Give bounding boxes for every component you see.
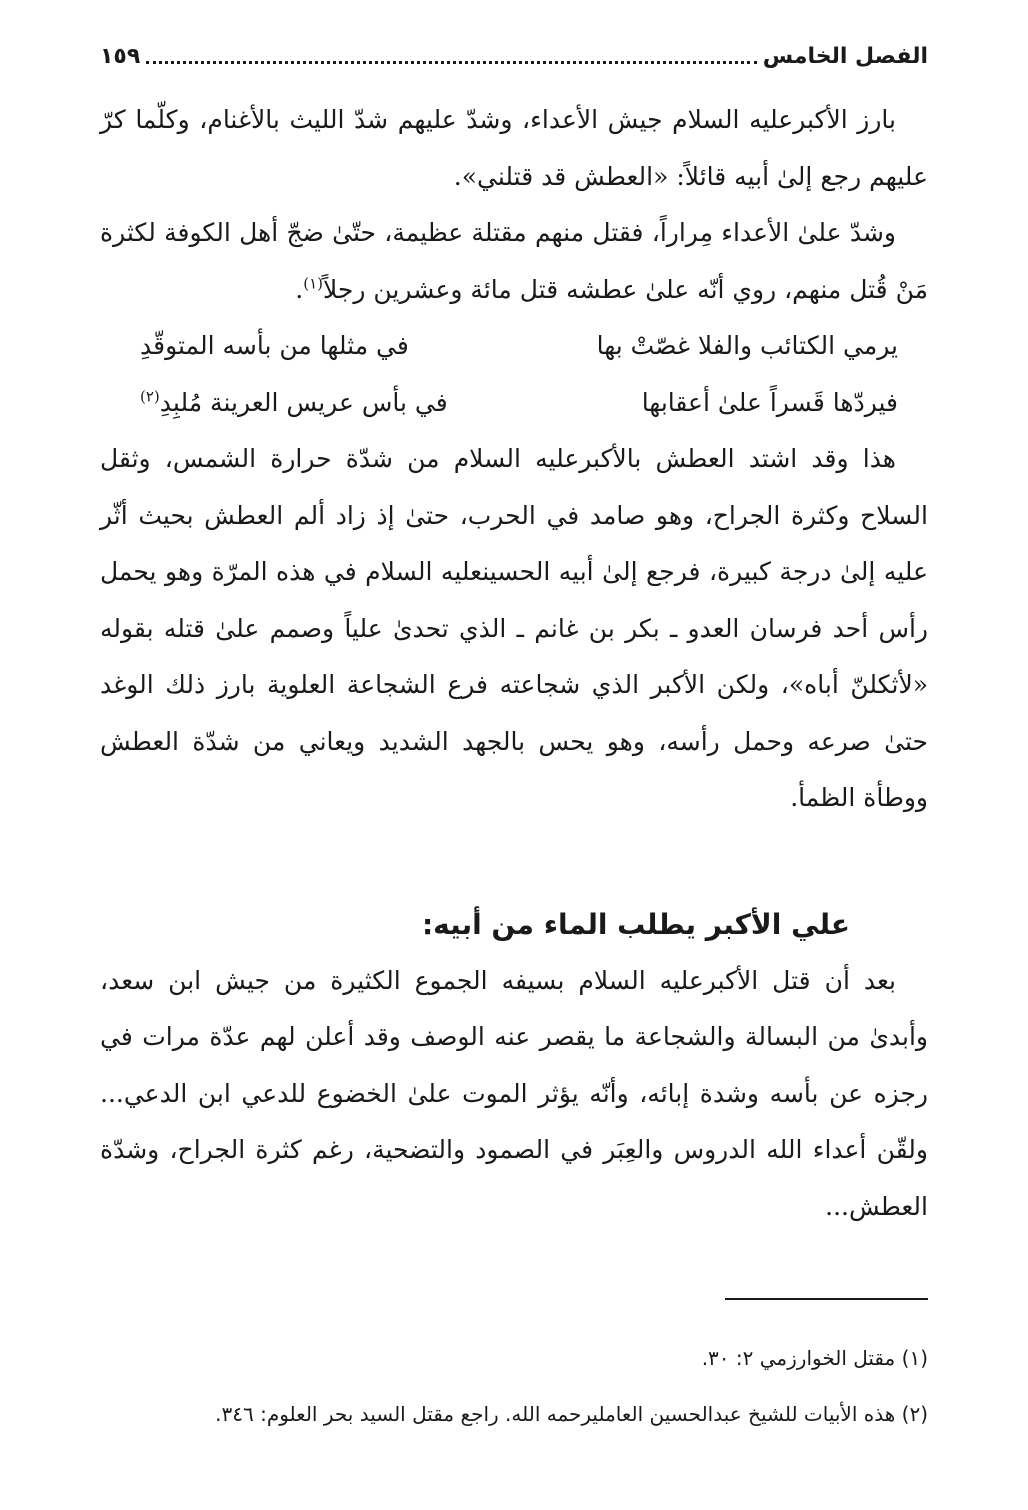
page-number: ١٥٩: [100, 43, 141, 69]
verse-second-hemistich: [140, 375, 448, 432]
verse-second-hemistich: في مثلها من بأسه المتوقّدِ: [140, 331, 409, 360]
paragraph-1: بارز الأكبرعليه السلام جيش الأعداء، وشدّ عليهم شدّ الليث بالأغنام، وكلّما كرّ عليهم رجع إلىٰ أبيه قائلاً: «العطش قد قتلني».: [100, 105, 928, 191]
verse-first-hemistich: فيردّها قَسراً علىٰ أعقابها: [641, 387, 898, 417]
verse-first-hemistich: يرمي الكتائب والفلا غصّتْ بها: [596, 331, 898, 360]
section-spacer: [100, 827, 928, 897]
paragraph-2: وشدّ علىٰ الأعداء مِراراً، فقتل منهم مقتلة عظيمة، حتّىٰ ضجّ أهل الكوفة لكثرة مَنْ قُتل منهم، روي أنّه علىٰ عطشه قتل مائة وعشرين رجلاً$^{(١)}$.: [100, 218, 928, 304]
footnote-divider: [725, 1298, 928, 1300]
verse-line: [100, 375, 928, 432]
verse-second-hemistich-text: في بأس عريس العرينة مُلبِدِ: [159, 387, 448, 417]
header-dot-leader: [146, 61, 756, 64]
section-heading: علي الأكبر يطلب الماء من أبيه:: [421, 907, 850, 941]
section-paragraph: بعد أن قتل الأكبرعليه السلام بسيفه الجموع الكثيرة من جيش ابن سعد، وأبدىٰ من البسالة والشجاعة ما يقصر عنه الوصف وقد أعلن لهم عدّة مرات في رجزه عن بأسه وشدة إبائه، وأنّه يؤثر الموت علىٰ الخضوع للدعي ابن الدعي... ولقّن أعداء الله الدروس والعِبَر في الصمود والتضحية، رغم كثرة الجراح، وشدّة العطش...: [100, 965, 928, 1221]
footnote-ref-1: (١): [303, 274, 324, 293]
chapter-title: الفصل الخامس: [762, 43, 928, 69]
paragraph-2-text: وشدّ علىٰ الأعداء مِراراً، فقتل منهم مقتلة عظيمة، حتّىٰ ضجّ أهل الكوفة لكثرة مَنْ قُتل منهم، روي أنّه علىٰ عطشه قتل مائة وعشرين رجلاً: [100, 218, 928, 304]
verse-line: [100, 318, 928, 375]
footnote-1: (١) مقتل الخوارزمي ٢: ٣٠.: [701, 1346, 928, 1370]
footnote-ref-2: (٢): [140, 387, 160, 406]
running-header: [100, 36, 928, 76]
paragraph-3: هذا وقد اشتد العطش بالأكبرعليه السلام من شدّة حرارة الشمس، وثقل السلاح وكثرة الجراح، وهو صامد في الحرب، حتىٰ إذ زاد ألم العطش بحيث أثّر عليه إلىٰ درجة كبيرة، فرجع إلىٰ أبيه الحسينعليه السلام في هذه المرّة وهو يحمل رأس أحد فرسان العدو ـ بكر بن غانم ـ الذي تحدىٰ علياً وصمم علىٰ قتله بقوله «لأثكلنّ أباه»، ولكن الأكبر الذي شجاعته فرع الشجاعة العلوية بارز ذلك الوغد حتىٰ صرعه وحمل رأسه، وهو يحس بالجهد الشديد ويعاني من شدّة العطش ووطأة الظمأ.: [100, 444, 928, 812]
footnotes: [100, 1330, 928, 1442]
poem: [100, 318, 928, 431]
main-text: [100, 92, 928, 1235]
footnote-2: (٢) هذه الأبيات للشيخ عبدالحسين العامليرحمه الله. راجع مقتل السيد بحر العلوم: ٣٤٦.: [215, 1402, 928, 1426]
